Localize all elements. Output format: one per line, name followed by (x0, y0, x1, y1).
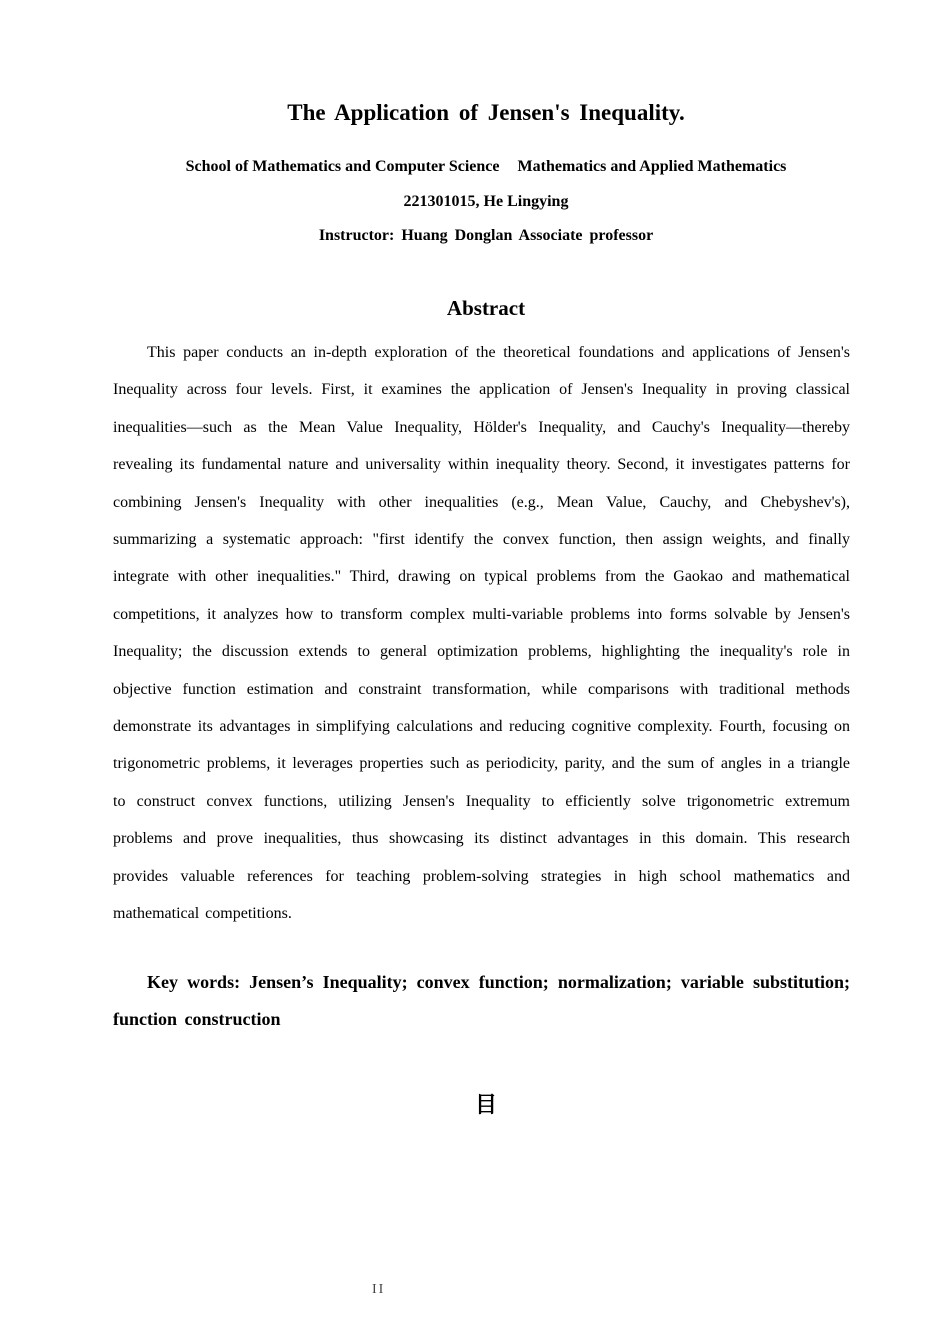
school-name: School of Mathematics and Computer Science (185, 158, 500, 175)
keywords: Key words: Jensen’s Inequality; convex function; normalization; variable substitution; function construction (113, 972, 850, 1029)
instructor-line: Instructor: Huang Donglan Associate professor (318, 227, 654, 244)
affiliation-line (0, 158, 950, 176)
page-number: II (372, 1282, 386, 1297)
major-name: Mathematics and Applied Mathematics (517, 158, 787, 175)
student-id-name: 221301015, He Lingying (403, 193, 569, 210)
abstract-heading: Abstract (446, 296, 526, 320)
toc-heading: 目 (474, 1093, 497, 1118)
abstract-body: This paper conducts an in-depth exploration of the theoretical foundations and applications of Jensen's Inequality across four levels. First, it examines the application of Jensen's Inequality in proving classical inequalities—such as the Mean Value Inequality, Hölder's Inequality, and Cauchy's Inequality—thereby revealing its fundamental nature and universality within inequality theory. Second, it investigates patterns for combining Jensen's Inequality with other inequalities (e.g., Mean Value, Cauchy, and Chebyshev's), summarizing a systematic approach: "first identify the convex function, then assign weights, and finally integrate with other inequalities." Third, drawing on typical problems from the Gaokao and mathematical competitions, it analyzes how to transform complex multi-variable problems into forms solvable by Jensen's Inequality; the discussion extends to general optimization problems, highlighting the inequality's role in objective function estimation and constraint transformation, while comparisons with traditional methods demonstrate its advantages in simplifying calculations and reducing cognitive complexity. Fourth, focusing on trigonometric problems, it leverages properties such as periodicity, parity, and the sum of angles in a triangle to construct convex functions, utilizing Jensen's Inequality to efficiently solve trigonometric extremum problems and prove inequalities, thus showcasing its distinct advantages in this domain. This research provides valuable references for teaching problem-solving strategies in high school mathematics and mathematical competitions. (113, 344, 850, 923)
paper-title: The Application of Jensen's Inequality. (287, 100, 685, 125)
